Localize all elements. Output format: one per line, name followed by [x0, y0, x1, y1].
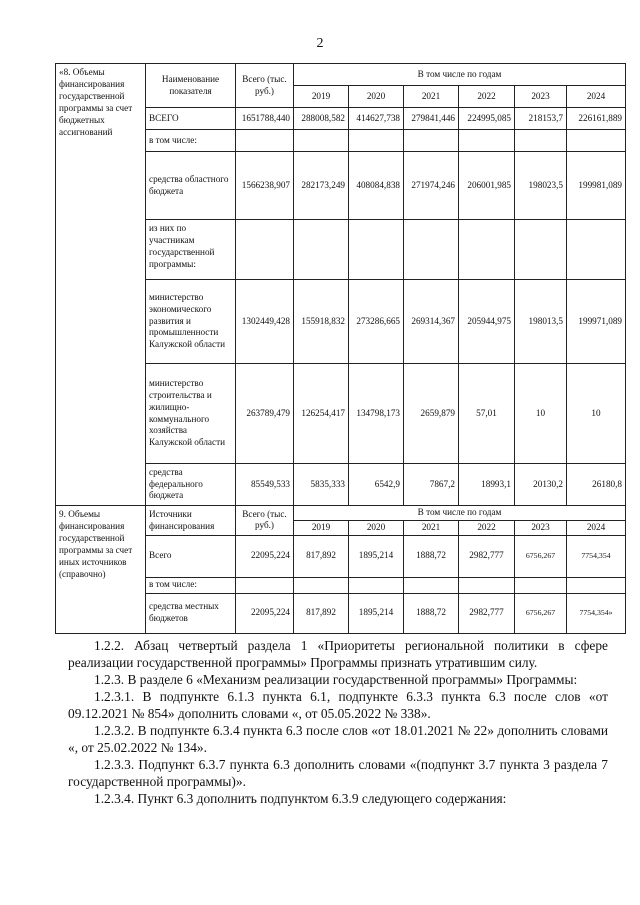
row-value: 269314,367 — [404, 280, 459, 364]
paragraph: 1.2.3.4. Пункт 6.3 дополнить подпунктом 6.3.9 следующего содержания: — [94, 791, 507, 806]
row-value: 288008,582 — [294, 108, 349, 130]
row-value: 126254,417 — [294, 364, 349, 464]
body-text — [68, 637, 608, 807]
row-value: 408084,838 — [349, 152, 404, 220]
row-label: из них по участникам государственной программы: — [146, 220, 236, 280]
row-total: 1302449,428 — [236, 280, 294, 364]
row-total: 22095,224 — [236, 593, 294, 633]
row-total: 85549,533 — [236, 464, 294, 506]
row-value: 817,892 — [294, 535, 349, 577]
row-value: 7867,2 — [404, 464, 459, 506]
s8-year: 2020 — [349, 86, 404, 108]
row-value: 414627,738 — [349, 108, 404, 130]
paragraph: 1.2.3.1. В подпункте 6.1.3 пункта 6.1, подпункте 6.3.3 пункта 6.3 после слов «от 09.12.2021 № 854» дополнить словами «, от 05.05.2022 № 338». — [68, 689, 608, 721]
row-value: 7754,354» — [567, 593, 626, 633]
row-value: 1888,72 — [404, 593, 459, 633]
s8-col-indicator: Наименование показателя — [146, 64, 236, 108]
row-value: 10 — [567, 364, 626, 464]
row-value: 817,892 — [294, 593, 349, 633]
row-value: 282173,249 — [294, 152, 349, 220]
row-total: 22095,224 — [236, 535, 294, 577]
row-label: министерство строительства и жилищно-коммунального хозяйства Калужской области — [146, 364, 236, 464]
row-value: 1888,72 — [404, 535, 459, 577]
row-label: в том числе: — [146, 577, 236, 593]
s8-year: 2022 — [459, 86, 515, 108]
s9-year: 2024 — [567, 520, 626, 535]
row-value: 6756,267 — [515, 593, 567, 633]
row-value: 2982,777 — [459, 593, 515, 633]
row-value: 155918,832 — [294, 280, 349, 364]
row-label: в том числе: — [146, 130, 236, 152]
row-value: 273286,665 — [349, 280, 404, 364]
row-value: 279841,446 — [404, 108, 459, 130]
s9-years-header: В том числе по годам — [294, 506, 626, 521]
row-label: средства областного бюджета — [146, 152, 236, 220]
row-value: 5835,333 — [294, 464, 349, 506]
page-number: 2 — [316, 36, 324, 51]
s8-year: 2019 — [294, 86, 349, 108]
paragraph: 1.2.2. Абзац четвертый раздела 1 «Приоритеты региональной политики в сфере реализации государственной программы» Программы признать утратившим силу. — [68, 638, 608, 670]
section8-title: «8. Объемы финансирования государственной программы за счет бюджетных ассигнований — [56, 64, 146, 506]
paragraph: 1.2.3.2. В подпункте 6.3.4 пункта 6.3 после слов «от 18.01.2021 № 22» дополнить словами «, от 25.02.2022 № 134». — [68, 723, 608, 755]
section9-title: 9. Объемы финансирования государственной программы за счет иных источников (справочно) — [56, 506, 146, 634]
row-value: 218153,7 — [515, 108, 567, 130]
row-value: 20130,2 — [515, 464, 567, 506]
row-value: 198013,5 — [515, 280, 567, 364]
row-value: 134798,173 — [349, 364, 404, 464]
row-value: 199981,089 — [567, 152, 626, 220]
s8-year: 2021 — [404, 86, 459, 108]
row-value: 10 — [515, 364, 567, 464]
s8-year: 2024 — [567, 86, 626, 108]
financing-table — [55, 63, 626, 634]
paragraph: 1.2.3.3. Подпункт 6.3.7 пункта 6.3 дополнить словами «(подпункт 3.7 пункта 3 раздела 7 государственной программы)». — [68, 757, 608, 789]
row-total: 1651788,440 — [236, 108, 294, 130]
row-value: 205944,975 — [459, 280, 515, 364]
row-value: 18993,1 — [459, 464, 515, 506]
row-value: 206001,985 — [459, 152, 515, 220]
row-value: 57,01 — [459, 364, 515, 464]
row-value: 6756,267 — [515, 535, 567, 577]
row-value: 2659,879 — [404, 364, 459, 464]
s9-year: 2021 — [404, 520, 459, 535]
row-label: средства местных бюджетов — [146, 593, 236, 633]
row-label: ВСЕГО — [146, 108, 236, 130]
row-label: средства федерального бюджета — [146, 464, 236, 506]
row-value: 224995,085 — [459, 108, 515, 130]
s8-year: 2023 — [515, 86, 567, 108]
s9-year: 2020 — [349, 520, 404, 535]
s8-years-header: В том числе по годам — [294, 64, 626, 86]
s9-year: 2019 — [294, 520, 349, 535]
row-label: Всего — [146, 535, 236, 577]
s9-col-total: Всего (тыс. руб.) — [236, 506, 294, 536]
row-value: 6542,9 — [349, 464, 404, 506]
row-value: 26180,8 — [567, 464, 626, 506]
s9-year: 2022 — [459, 520, 515, 535]
row-value: 199971,089 — [567, 280, 626, 364]
row-value: 198023,5 — [515, 152, 567, 220]
paragraph: 1.2.3. В разделе 6 «Механизм реализации государственной программы» Программы: — [94, 672, 578, 687]
row-value: 7754,354 — [567, 535, 626, 577]
row-total: 1566238,907 — [236, 152, 294, 220]
s9-year: 2023 — [515, 520, 567, 535]
row-value: 1895,214 — [349, 535, 404, 577]
row-total: 263789,479 — [236, 364, 294, 464]
row-value: 226161,889 — [567, 108, 626, 130]
s8-col-total: Всего (тыс. руб.) — [236, 64, 294, 108]
s9-col-indicator: Источники финансирования — [146, 506, 236, 536]
row-value: 1895,214 — [349, 593, 404, 633]
row-label: министерство экономического развития и промышленности Калужской области — [146, 280, 236, 364]
row-value: 2982,777 — [459, 535, 515, 577]
row-value: 271974,246 — [404, 152, 459, 220]
